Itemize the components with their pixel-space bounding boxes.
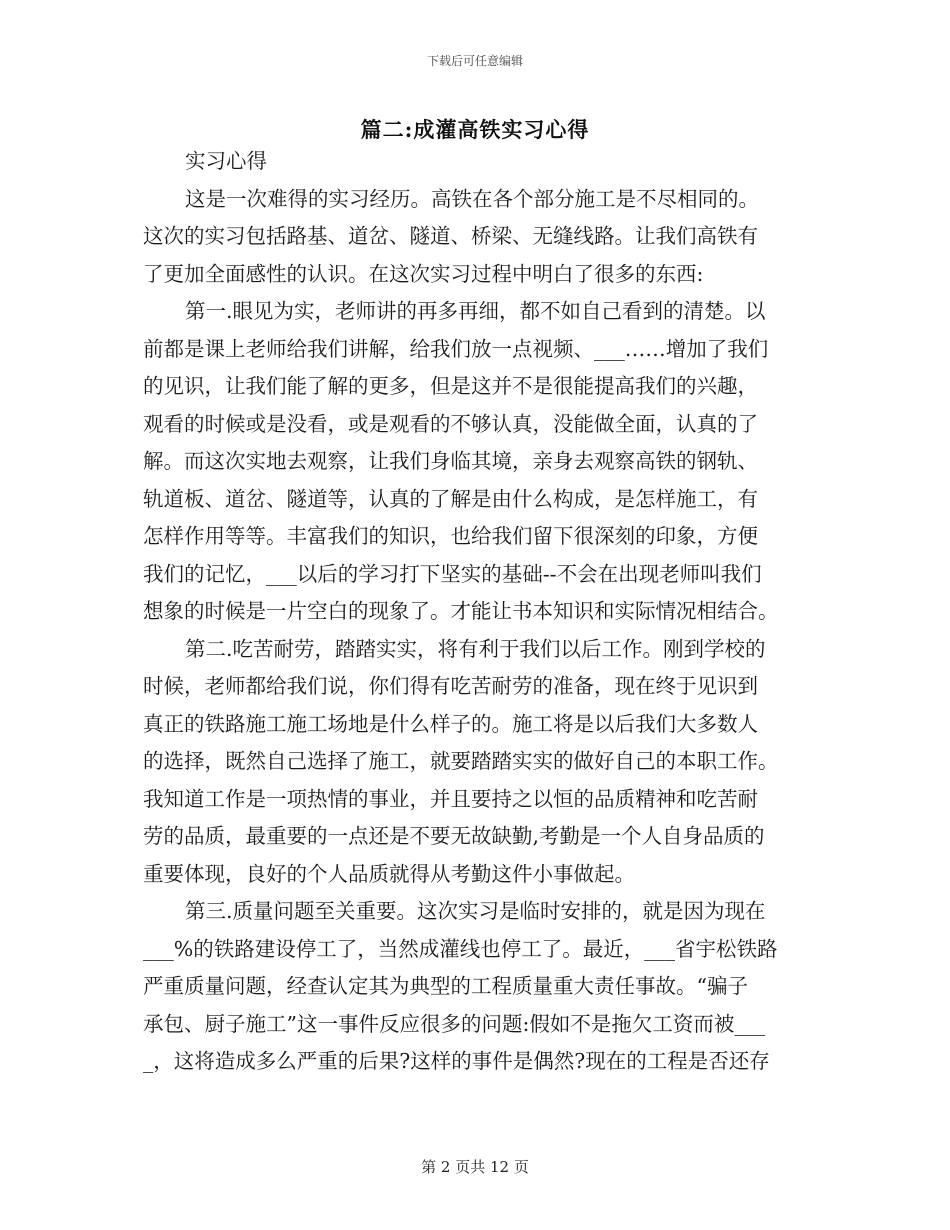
text-line: 的见识，让我们能了解的更多，但是这并不是很能提高我们的兴趣，: [143, 374, 758, 398]
text-line: 时候，老师都给我们说，你们得有吃苦耐劳的准备，现在终于见识到: [143, 674, 758, 698]
text-line: 想象的时候是一片空白的现象了。才能让书本知识和实际情况相结合。: [143, 599, 779, 623]
text-line: 的选择，既然自己选择了施工，就要踏踏实实的做好自己的本职工作。: [143, 749, 779, 773]
text-line: 这是一次难得的实习经历。高铁在各个部分施工是不尽相同的。: [185, 186, 759, 211]
text-line: 第二.吃苦耐劳，踏踏实实，将有利于我们以后工作。刚到学校的: [185, 636, 766, 661]
text-line: 真正的铁路施工施工场地是什么样子的。施工将是以后我们大多数人: [143, 711, 758, 736]
text-line: 第一.眼见为实，老师讲的再多再细，都不如自己看到的清楚。以: [185, 299, 766, 323]
text-line: 重要体现，良好的个人品质就得从考勤这件小事做起。: [143, 861, 635, 886]
text-line: ___%的铁路建设停工了，当然成灌线也停工了。最近，___省宇松铁路: [143, 936, 778, 961]
document-title: 篇二:成灌高铁实习心得: [360, 117, 590, 142]
text-line: 我知道工作是一项热情的事业，并且要持之以恒的品质精神和吃苦耐: [143, 786, 758, 811]
document-body: [143, 143, 808, 1081]
text-line: 观看的时候或是没看，或是观看的不够认真，没能做全面，认真的了: [143, 411, 758, 436]
text-line: 严重质量问题，经查认定其为典型的工程质量重大责任事故。“骗子: [143, 974, 748, 998]
text-line: 实习心得: [185, 149, 267, 173]
text-line: 第三.质量问题至关重要。这次实习是临时安排的，就是因为现在: [185, 899, 766, 923]
text-line: 轨道板、道岔、隧道等，认真的了解是由什么构成，是怎样施工，有: [143, 486, 758, 511]
text-line: 劳的品质，最重要的一点还是不要无故缺勤,考勤是一个人自身品质的: [143, 824, 765, 848]
text-line: 怎样作用等等。丰富我们的知识，也给我们留下很深刻的印象，方便: [143, 524, 758, 548]
text-line: 解。而这次实地去观察，让我们身临其境，亲身去观察高铁的钢轨、: [143, 449, 758, 473]
text-line: _，这将造成多么严重的后果?这样的事件是偶然?现在的工程是否还存: [143, 1049, 770, 1073]
text-line: 前都是课上老师给我们讲解，给我们放一点视频、___……增加了我们: [143, 336, 769, 361]
page-header: 下载后可任意编辑: [426, 54, 523, 68]
text-line: 了更加全面感性的认识。在这次实习过程中明白了很多的东西:: [143, 261, 704, 286]
text-line: 我们的记忆，___以后的学习打下坚实的基础--不会在出现老师叫我们: [143, 561, 762, 586]
text-line: 这次的实习包括路基、道岔、隧道、桥梁、无缝线路。让我们高铁有: [143, 224, 758, 248]
text-line: 承包、厨子施工”这一事件反应很多的问题:假如不是拖欠工资而被___: [143, 1011, 766, 1036]
page-footer: 第 2 页共 12 页: [421, 1158, 529, 1176]
